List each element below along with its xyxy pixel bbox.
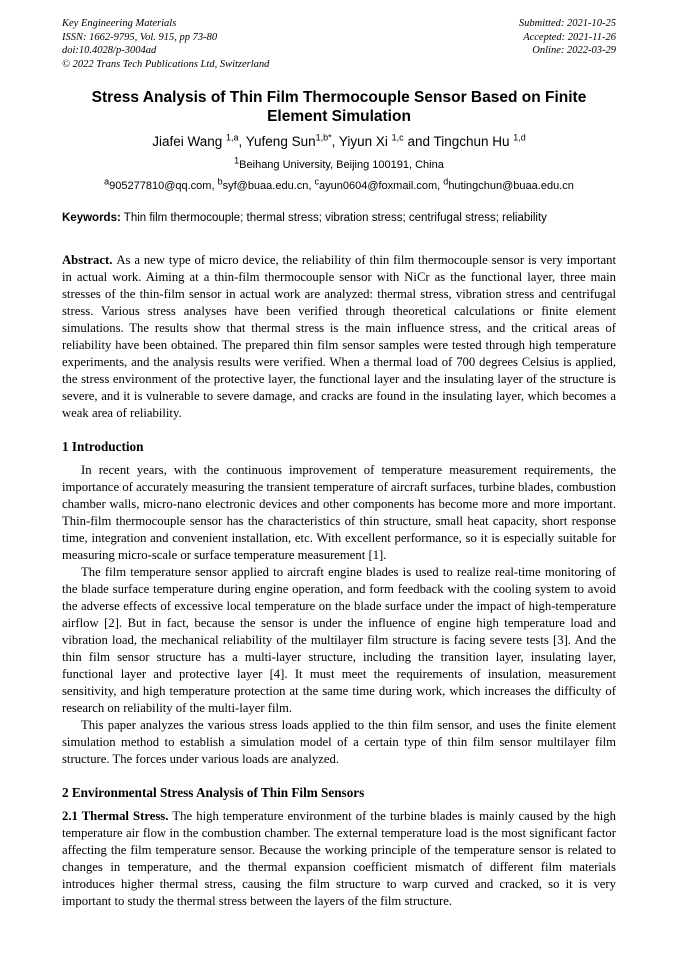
intro-paragraph-1: In recent years, with the continuous improvement of temperature measurement requirements, the importance of accurately measuring the transient temperature of aircraft surfaces, turbine blades, combustion chamber walls, micro-nano electronic devices and other components has become more and more important. Thin-film thermocouple sensor has the characteristics of thin structure, small heat capacity, short response time, integration and convenient installation, etc. With excellent performance, so it is especially suitable for measuring micro-scale or surface temperature measurement [1]. [62,463,616,562]
email-separator: , [308,180,315,192]
journal-header [62,17,616,71]
author-name: Tingchun Hu [433,134,514,149]
affiliation-marker: 1 [234,155,240,166]
author-affiliation-marker: 1,c [391,132,404,143]
authors-line [62,133,616,151]
author-name: Jiafei Wang [152,134,226,149]
online-date: Online: 2022-03-29 [532,45,616,56]
journal-name: Key Engineering Materials [62,18,177,29]
email-marker: d [443,176,449,187]
email-address: 905277810@qq.com [109,180,212,192]
email-address: ayun0604@foxmail.com [319,180,438,192]
journal-issn-volume: ISSN: 1662-9795, Vol. 915, pp 73-80 [62,31,218,43]
thermal-stress-label: 2.1 Thermal Stress. [62,809,169,823]
email-address: hutingchun@buaa.edu.cn [448,180,574,192]
email-address: syf@buaa.edu.cn [222,180,309,192]
email-separator: , [211,180,218,192]
keywords-line [62,211,616,226]
journal-header-left [62,17,269,71]
author-separator: , [238,134,246,149]
thermal-stress-paragraph [62,808,616,910]
abstract-text: As a new type of micro device, the reliability of thin film thermocouple sensor is very important in actual work. Aiming at a thin-film thermocouple sensor with NiCr as the functional layer, three main stresses of the thin-film sensor in actual work are analyzed: thermal stress, vibration stress and centrifugal stress. Various stress analyses have been verified through theoretical calculations or finite element simulations. The results show that thermal stress is the main influence stress, and the critical areas of reliability have been obtained. The prepared thin film sensor samples were tested through high temperature experiments, and the analysis results were verified. When a thermal load of 700 degrees Celsius is applied, the stress environment of the protective layer, the functional layer and the insulating layer of the structure is severe, and it is vulnerable to severe damage, and cracks are found in the insulating layer, which becomes a weak area of reliability. [62,253,616,420]
submitted-date: Submitted: 2021-10-25 [518,18,616,29]
paper-title: Stress Analysis of Thin Film Thermocouple Sensor Based on Finite Element Simulation [91,89,587,125]
email-separator: , [437,180,444,192]
email-marker: a [104,176,110,187]
paper-body [62,252,616,910]
journal-copyright: © 2022 Trans Tech Publications Ltd, Switzerland [62,58,270,70]
accepted-date: Accepted: 2021-11-26 [523,31,616,43]
author-name: Yufeng Sun [245,134,316,149]
emails-line [62,176,616,192]
affiliation-text: Beihang University, Beijing 100191, China [239,159,444,171]
author-separator: , [331,134,339,149]
thermal-stress-text: The high temperature environment of the turbine blades is mainly caused by the high temperature air flow in the combustion chamber. The external temperature load is the most significant factor affecting the film temperature sensor. Because the working principle of the temperature sensor is related to changes in temperature, and the thermal expansion coefficient mismatch of different film materials introduces higher thermal stress, causing the film structure to warp curved and cracked, so it is very important to study the thermal stress between the layers of the film structure. [62,809,616,908]
email-marker: b [217,176,223,187]
keywords-text: Thin film thermocouple; thermal stress; vibration stress; centrifugal stress; reliability [123,212,547,224]
author-name: Yiyun Xi [338,134,392,149]
keywords-label: Keywords: [62,212,121,224]
intro-paragraph-2: The film temperature sensor applied to aircraft engine blades is used to realize real-time monitoring of the blade surface temperature during engine operation, and form feedback with the cooling system to avoid the adverse effects of excessive local temperature on the blade surface under the impact of high-temperature airflow [2]. But in fact, because the sensor is under the influence of engine high temperature load and vibration load, the mechanical reliability of the multilayer film structure is facing severe tests [3]. And the thin film sensor structure has a multi-layer structure, including the transition layer, insulating layer, functional layer and protective layer [4]. It must meet the requirements of insulation, measurement sensitivity, and high temperature protection at the same time during work, which increases the difficulty of research on reliability of the multi-layer film. [62,565,616,715]
section-heading-introduction: 1 Introduction [62,439,144,454]
intro-paragraph-3: This paper analyzes the various stress loads applied to the thin film sensor, and uses the finite element simulation method to establish a simulation model of a certain type of thin film sensor multilayer film structure. The forces under various loads are analyzed. [62,718,616,766]
author-separator: and [403,134,434,149]
affiliation-line [62,155,616,171]
section-heading-environmental-stress: 2 Environmental Stress Analysis of Thin Film Sensors [62,785,365,800]
abstract-paragraph [62,252,616,422]
author-affiliation-marker: 1,b* [315,132,332,143]
author-affiliation-marker: 1,d [513,132,526,143]
email-marker: c [314,176,319,187]
author-affiliation-marker: 1,a [226,132,239,143]
journal-header-right [519,17,616,71]
journal-doi: doi:10.4028/p-3004ad [62,45,157,56]
abstract-label: Abstract. [62,253,113,267]
